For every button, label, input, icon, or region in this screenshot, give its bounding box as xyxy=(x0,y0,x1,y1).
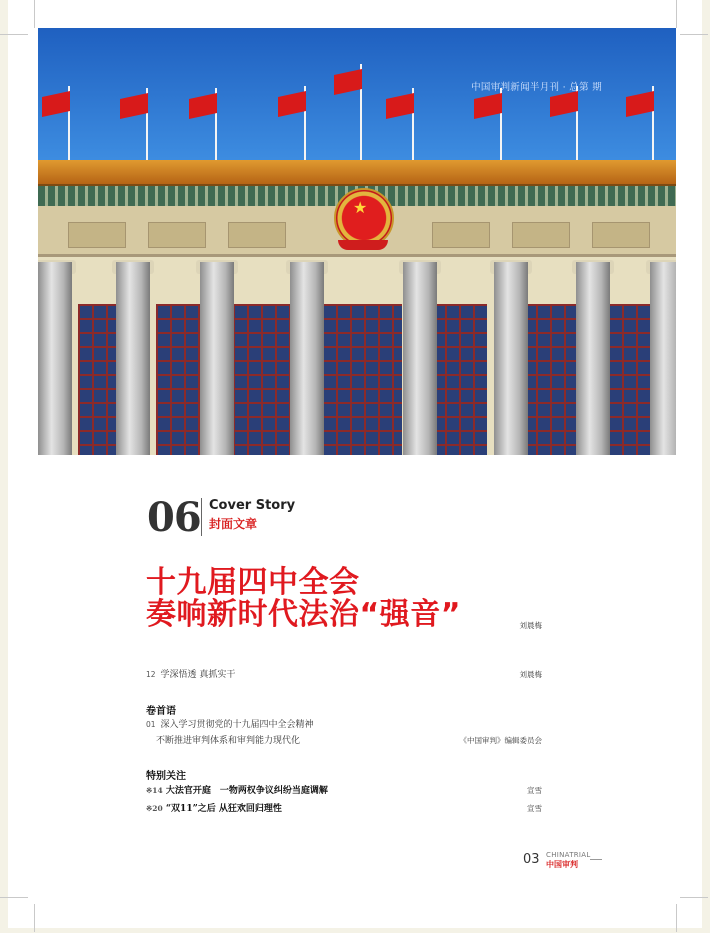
crop-mark-bottom-right xyxy=(680,897,708,898)
toc-entry-number: ※14 xyxy=(146,786,163,795)
relief-panel xyxy=(148,222,206,248)
window xyxy=(233,304,295,455)
column xyxy=(650,262,676,455)
divider xyxy=(201,498,202,536)
toc-entry-number: 01 xyxy=(146,720,156,729)
brand-logo-cn: 中国审判 xyxy=(546,860,578,869)
cover-story-author: 刘晨梅 xyxy=(519,621,542,630)
toc-entry-title: 学深悟透 真抓实干 xyxy=(160,670,236,680)
crop-mark-top-right xyxy=(680,34,708,35)
toc-entry-number: 12 xyxy=(146,670,156,679)
column xyxy=(200,262,234,455)
window xyxy=(608,304,650,455)
section-heading-juanshouyu: 卷首语 xyxy=(146,706,176,717)
column xyxy=(576,262,610,455)
window xyxy=(156,304,204,455)
toc-entry-number: ※20 xyxy=(146,804,163,813)
toc-entry-author: 《中国审判》编辑委员会 xyxy=(459,736,542,745)
brand-logo-en: CHINATRIAL xyxy=(546,851,591,859)
emblem-ribbon xyxy=(338,240,388,250)
roof-eaves xyxy=(38,160,676,186)
cover-story-label-cn: 封面文章 xyxy=(209,517,258,531)
section-heading-special: 特别关注 xyxy=(146,771,186,782)
window xyxy=(322,304,402,455)
column xyxy=(403,262,437,455)
toc-entry-title: “双11”之后 从狂欢回归理性 xyxy=(165,804,282,814)
masthead-text: 中国审判新闻半月刊 · 总第 期 xyxy=(471,82,602,93)
headline-line-2: 奏响新时代法治“强音” xyxy=(146,597,461,632)
cover-photo-great-hall xyxy=(38,28,676,455)
toc-entry-title-line2: 不断推进审判体系和审判能力现代化 xyxy=(156,736,301,746)
toc-entry-title-line1: 深入学习贯彻党的十九届四中全会精神 xyxy=(160,720,314,730)
crop-mark-bottom-left xyxy=(0,897,28,898)
cover-story-label-en: Cover Story xyxy=(209,498,296,513)
toc-entry-title: 大法官开庭 一物两权争议纠纷当庭调解 xyxy=(165,786,328,796)
relief-panel xyxy=(432,222,490,248)
crop-mark-bottom-left-v xyxy=(34,904,35,932)
toc-entry-author: 刘晨梅 xyxy=(519,670,542,679)
emblem-star-icon: ★ xyxy=(353,198,368,217)
footer-rule xyxy=(590,859,602,860)
toc-entry[interactable] xyxy=(146,667,235,680)
toc-entry[interactable] xyxy=(146,783,328,796)
relief-panel xyxy=(228,222,286,248)
column xyxy=(494,262,528,455)
column xyxy=(116,262,150,455)
window xyxy=(431,304,487,455)
headline-line-1: 十九届四中全会 xyxy=(146,565,360,600)
cover-story-page-number: 06 xyxy=(147,494,201,541)
toc-entry[interactable] xyxy=(146,717,314,730)
crop-mark-top-left xyxy=(0,34,28,35)
relief-panel xyxy=(512,222,570,248)
relief-panel xyxy=(68,222,126,248)
toc-entry[interactable] xyxy=(146,801,282,814)
crop-mark-top-left-v xyxy=(34,0,35,28)
toc-entry-author: 宣雪 xyxy=(527,786,542,795)
crop-mark-bottom-right-v xyxy=(676,904,677,932)
page-number: 03 xyxy=(523,852,540,867)
toc-entry-author: 宣雪 xyxy=(527,804,542,813)
column xyxy=(290,262,324,455)
window xyxy=(522,304,576,455)
crop-mark-top-right-v xyxy=(676,0,677,28)
national-emblem-icon xyxy=(334,188,394,248)
relief-panel xyxy=(592,222,650,248)
column xyxy=(38,262,72,455)
